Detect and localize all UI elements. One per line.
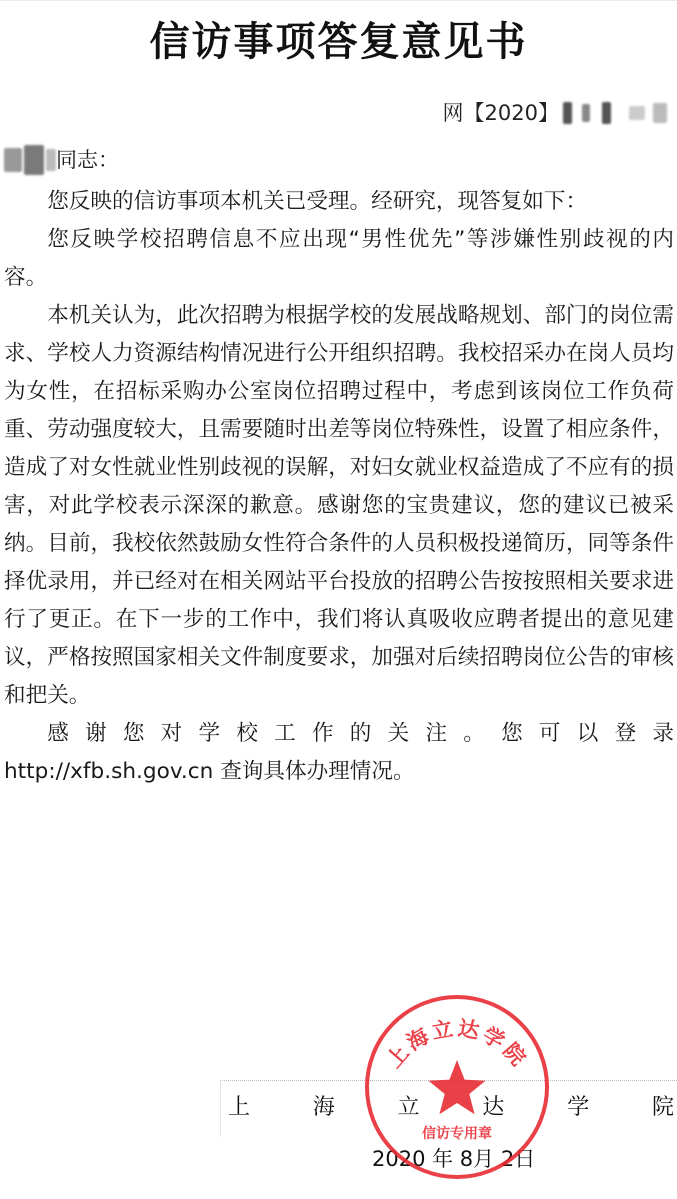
redacted-number <box>653 103 667 123</box>
star-icon <box>429 1060 486 1114</box>
official-seal <box>362 992 552 1182</box>
org-char: 院 <box>651 1095 674 1120</box>
org-char: 上 <box>228 1095 251 1120</box>
salutation <box>4 145 119 175</box>
document-body <box>4 183 674 791</box>
redacted-number <box>602 102 611 124</box>
document-number <box>443 98 667 128</box>
org-char: 学 <box>567 1095 590 1120</box>
redacted-number <box>582 104 590 122</box>
org-char: 达 <box>482 1095 505 1120</box>
document-number-prefix: 网【2020】 <box>442 101 559 125</box>
seal-top-text-path: 上海立达学院 <box>381 1015 533 1073</box>
thanks-url-line: http://xfb.sh.gov.cn 查询具体办理情况。 <box>4 759 415 784</box>
document-title: 信访事项答复意见书 <box>149 19 528 65</box>
salutation-suffix: 同志： <box>56 148 119 172</box>
signature-date: 2020 年 8月 2日 <box>372 1147 536 1171</box>
seal-bottom-text: 信访专用章 <box>422 1126 492 1142</box>
org-char: 海 <box>312 1095 335 1120</box>
redacted-number <box>563 102 572 124</box>
body-paragraph: 您反映学校招聘信息不应出现“男性优先”等涉嫌性别歧视的内容。 <box>4 227 674 290</box>
redacted-name <box>4 148 22 172</box>
thanks-line: 感谢您对学校工作的关注。您可以登录 <box>47 721 674 746</box>
redacted-name <box>46 149 56 171</box>
redacted-number <box>629 106 645 120</box>
body-paragraph: 本机关认为，此次招聘为根据学校的发展战略规划、部门的岗位需求、学校人力资源结构情况进行公开组织招聘。我校招采办在岗人员均为女性，在招标采购办公室岗位招聘过程中，考虑到该岗位工作负荷重、劳动强度较大，且需要随时出差等岗位特殊性，设置了相应条件，造成了对女性就业性别歧视的误解，对妇女就业权益造成了不应有的损害，对此学校表示深深的歉意。感谢您的宝贵建议，您的建议已被采纳。目前，我校依然鼓励女性符合条件的人员积极投递简历，同等条件择优录用，并已经对在相关网站平台投放的招聘公告按按照相关要求进行了更正。在下一步的工作中，我们将认真吸收应聘者提出的意见建议，严格按照国家相关文件制度要求，加强对后续招聘岗位公告的审核和把关。 <box>4 303 674 708</box>
redacted-name <box>24 145 44 175</box>
top-dotted-rule <box>0 0 677 9</box>
org-char: 立 <box>397 1095 420 1120</box>
body-paragraph: 您反映的信访事项本机关已受理。经研究，现答复如下： <box>47 189 588 214</box>
